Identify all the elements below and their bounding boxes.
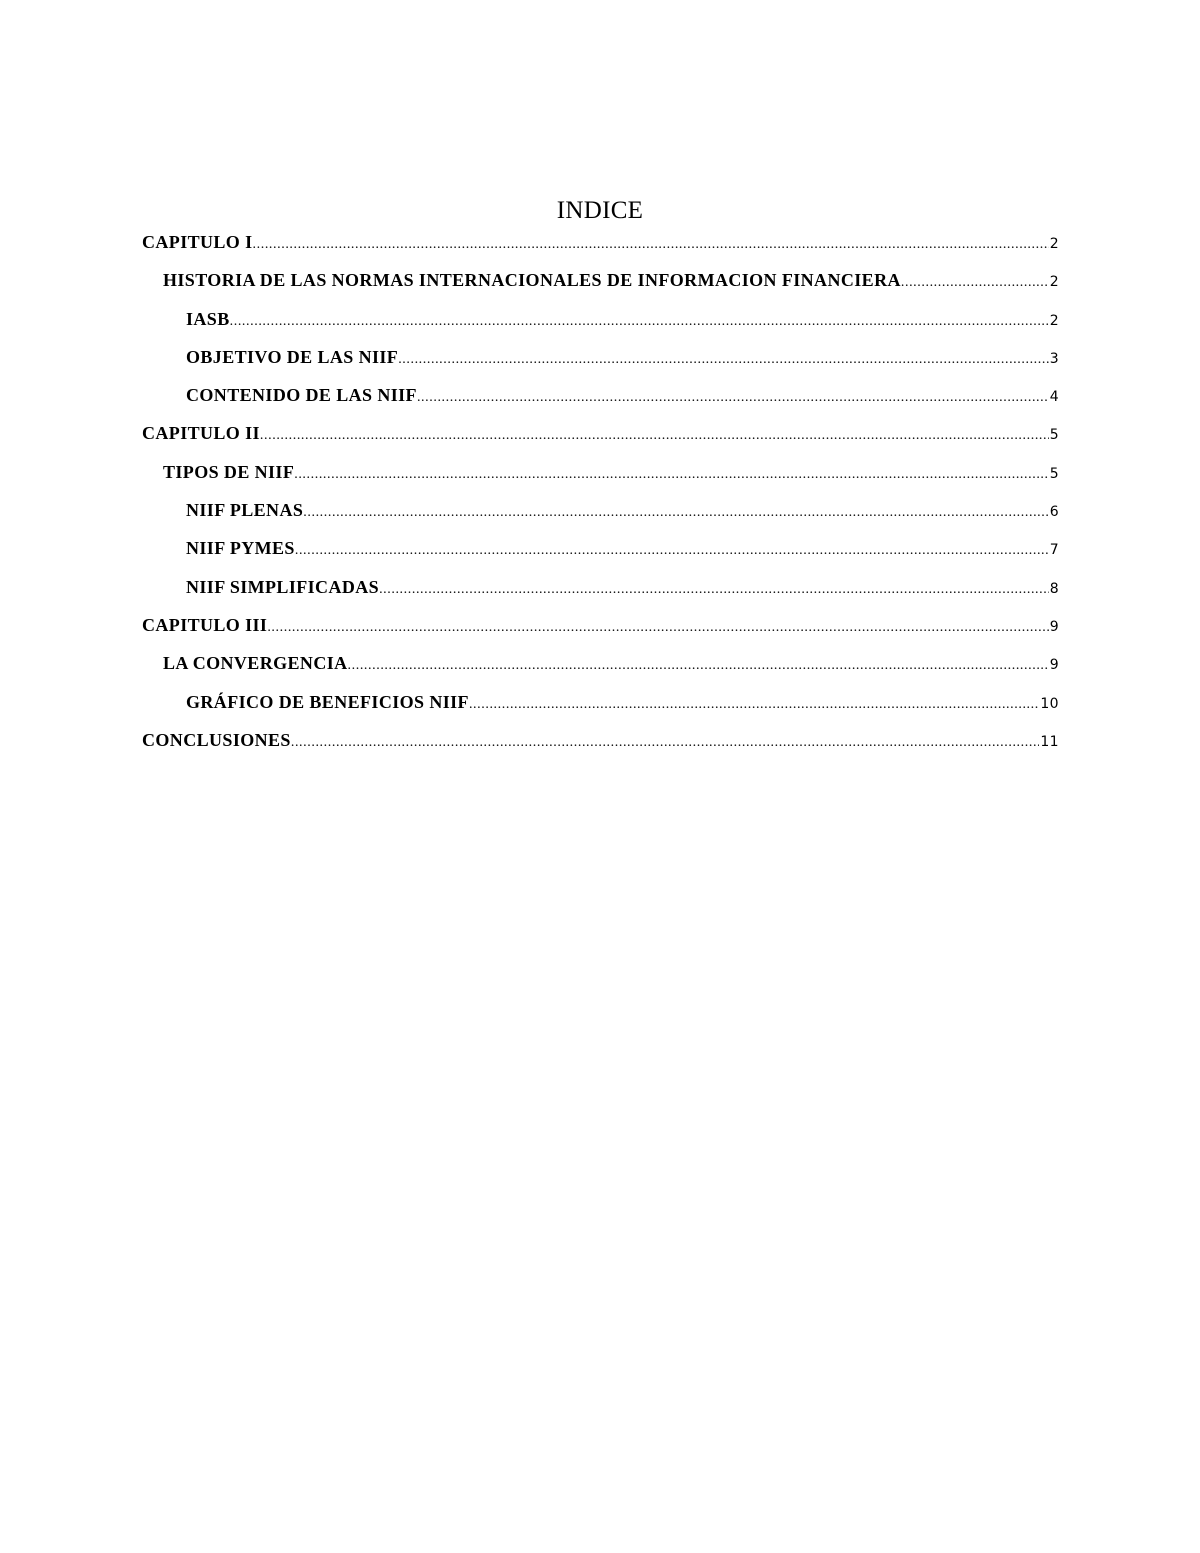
toc-dot-leader xyxy=(417,385,1049,411)
toc-dot-leader xyxy=(398,347,1049,373)
toc-entry-capitulo-1[interactable] xyxy=(142,229,1059,267)
toc-entry-label: CAPITULO I xyxy=(142,232,253,252)
toc-entry-historia-niif[interactable] xyxy=(142,267,1059,305)
toc-entry-label: NIIF PLENAS xyxy=(186,500,304,521)
toc-entry-niif-pymes[interactable] xyxy=(142,535,1059,573)
toc-entry-label: CONTENIDO DE LAS NIIF xyxy=(186,385,417,406)
toc-dot-leader xyxy=(294,462,1048,488)
toc-dot-leader xyxy=(260,423,1049,449)
toc-entry-label: TIPOS DE NIIF xyxy=(163,461,295,482)
toc-entry-iasb[interactable] xyxy=(142,306,1059,344)
toc-entry-page-number: 2 xyxy=(1049,274,1059,291)
toc-entry-capitulo-2[interactable] xyxy=(142,420,1059,458)
toc-entry-label: CAPITULO III xyxy=(142,614,268,635)
toc-entry-page-number: 3 xyxy=(1049,350,1059,367)
toc-entry-page-number: 6 xyxy=(1049,504,1059,521)
toc-entry-page-number: 9 xyxy=(1049,657,1059,674)
toc-dot-leader xyxy=(230,309,1049,335)
toc-dot-leader xyxy=(379,577,1049,603)
toc-dot-leader xyxy=(253,232,1049,258)
toc-dot-leader xyxy=(291,730,1040,756)
toc-entry-grafico-beneficios[interactable] xyxy=(142,689,1059,727)
toc-entry-page-number: 5 xyxy=(1049,465,1059,482)
toc-entry-label: OBJETIVO DE LAS NIIF xyxy=(186,346,399,367)
toc-entry-page-number: 8 xyxy=(1049,580,1059,597)
toc-entry-label: CAPITULO II xyxy=(142,423,260,444)
toc-dot-leader xyxy=(303,500,1048,526)
toc-entry-label: IASB xyxy=(186,308,230,329)
toc-entry-page-number: 2 xyxy=(1049,312,1059,329)
toc-entry-page-number: 9 xyxy=(1049,618,1059,635)
toc-entry-page-number: 10 xyxy=(1040,695,1059,712)
toc-title: INDICE xyxy=(556,197,644,224)
toc-entry-tipos-niif[interactable] xyxy=(142,459,1059,497)
toc-dot-leader xyxy=(901,270,1049,296)
toc-entry-niif-plenas[interactable] xyxy=(142,497,1059,535)
toc-dot-leader xyxy=(348,653,1049,679)
toc-dot-leader xyxy=(267,615,1048,641)
toc-entry-conclusiones[interactable] xyxy=(142,727,1059,765)
toc-entry-la-convergencia[interactable] xyxy=(142,650,1059,688)
toc-entry-page-number: 7 xyxy=(1049,542,1059,559)
toc-entry-page-number: 11 xyxy=(1040,733,1059,750)
toc-dot-leader xyxy=(469,692,1039,718)
toc-dot-leader xyxy=(295,538,1049,564)
toc-entry-niif-simplificadas[interactable] xyxy=(142,574,1059,612)
toc-entry-label: LA CONVERGENCIA xyxy=(163,653,348,674)
toc-entry-page-number: 2 xyxy=(1049,236,1059,252)
toc-entry-label: CONCLUSIONES xyxy=(142,729,291,750)
toc-entry-label: HISTORIA DE LAS NORMAS INTERNACIONALES DE INFORMACION FINANCIERA xyxy=(163,270,901,291)
toc-entry-label: NIIF PYMES xyxy=(186,538,295,559)
toc-entry-page-number: 5 xyxy=(1049,427,1059,444)
toc-entry-capitulo-3[interactable] xyxy=(142,612,1059,650)
toc-entry-objetivo-niif[interactable] xyxy=(142,344,1059,382)
toc-entry-label: GRÁFICO DE BENEFICIOS NIIF xyxy=(186,691,469,712)
toc-entry-contenido-niif[interactable] xyxy=(142,382,1059,420)
table-of-contents xyxy=(142,229,1059,765)
toc-entry-label: NIIF SIMPLIFICADAS xyxy=(186,576,380,597)
toc-entry-page-number: 4 xyxy=(1049,389,1059,406)
